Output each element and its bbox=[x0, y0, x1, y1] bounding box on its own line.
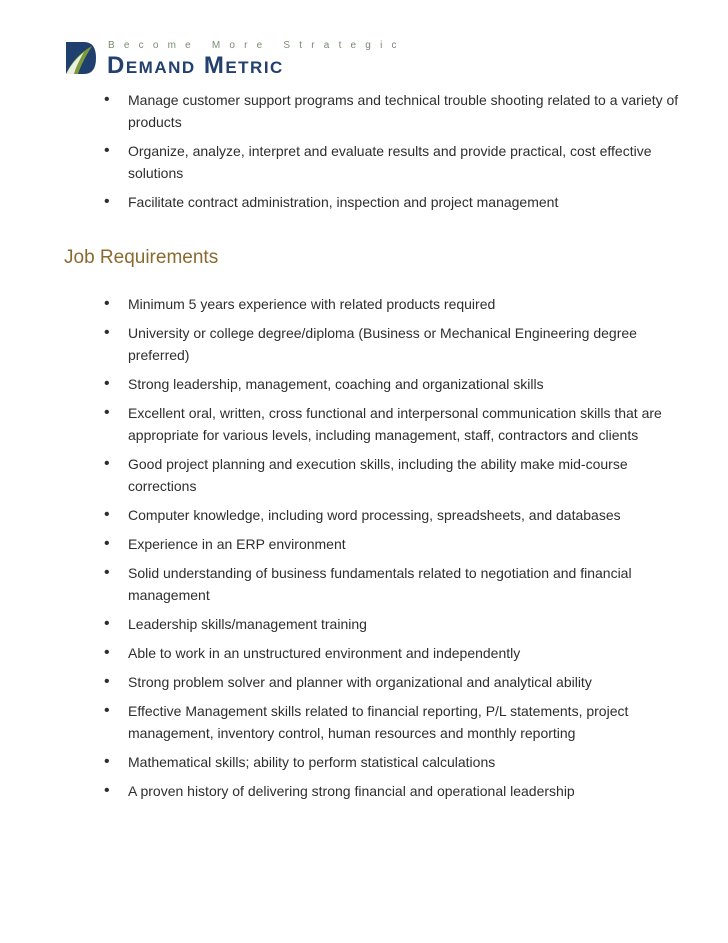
list-item: • University or college degree/diploma (Business or Mechanical Engineering degree preferred) bbox=[100, 322, 680, 366]
brand-name: Demand Metric bbox=[107, 52, 284, 79]
tagline: Become More Strategic bbox=[108, 40, 406, 51]
list-item: • Effective Management skills related to financial reporting, P/L statements, project management, inventory control, human resources and monthly reporting bbox=[100, 700, 680, 744]
list-item: • Manage customer support programs and technical trouble shooting related to a variety of products bbox=[100, 89, 680, 133]
responsibilities-list bbox=[100, 89, 680, 220]
demand-metric-logo-icon bbox=[64, 40, 98, 76]
section-title-job-requirements: Job Requirements bbox=[64, 247, 219, 268]
list-item: • Excellent oral, written, cross functional and interpersonal communication skills that are appropriate for various levels, including management, staff, contractors and clients bbox=[100, 402, 680, 446]
list-item: • Organize, analyze, interpret and evaluate results and provide practical, cost effective solutions bbox=[100, 140, 680, 184]
list-item: • Experience in an ERP environment bbox=[100, 533, 680, 555]
list-item: • Good project planning and execution skills, including the ability make mid-course corrections bbox=[100, 453, 680, 497]
header bbox=[64, 36, 406, 80]
list-item: • Able to work in an unstructured environment and independently bbox=[100, 642, 680, 664]
list-item: • Minimum 5 years experience with related products required bbox=[100, 293, 680, 315]
list-item: • A proven history of delivering strong financial and operational leadership bbox=[100, 780, 680, 802]
list-item: • Strong problem solver and planner with organizational and analytical ability bbox=[100, 671, 680, 693]
list-item: • Computer knowledge, including word processing, spreadsheets, and databases bbox=[100, 504, 680, 526]
list-item: • Leadership skills/management training bbox=[100, 613, 680, 635]
requirements-list bbox=[100, 293, 680, 809]
list-item: • Mathematical skills; ability to perform statistical calculations bbox=[100, 751, 680, 773]
list-item: • Solid understanding of business fundamentals related to negotiation and financial management bbox=[100, 562, 680, 606]
list-item: • Facilitate contract administration, inspection and project management bbox=[100, 191, 680, 213]
list-item: • Strong leadership, management, coaching and organizational skills bbox=[100, 373, 680, 395]
